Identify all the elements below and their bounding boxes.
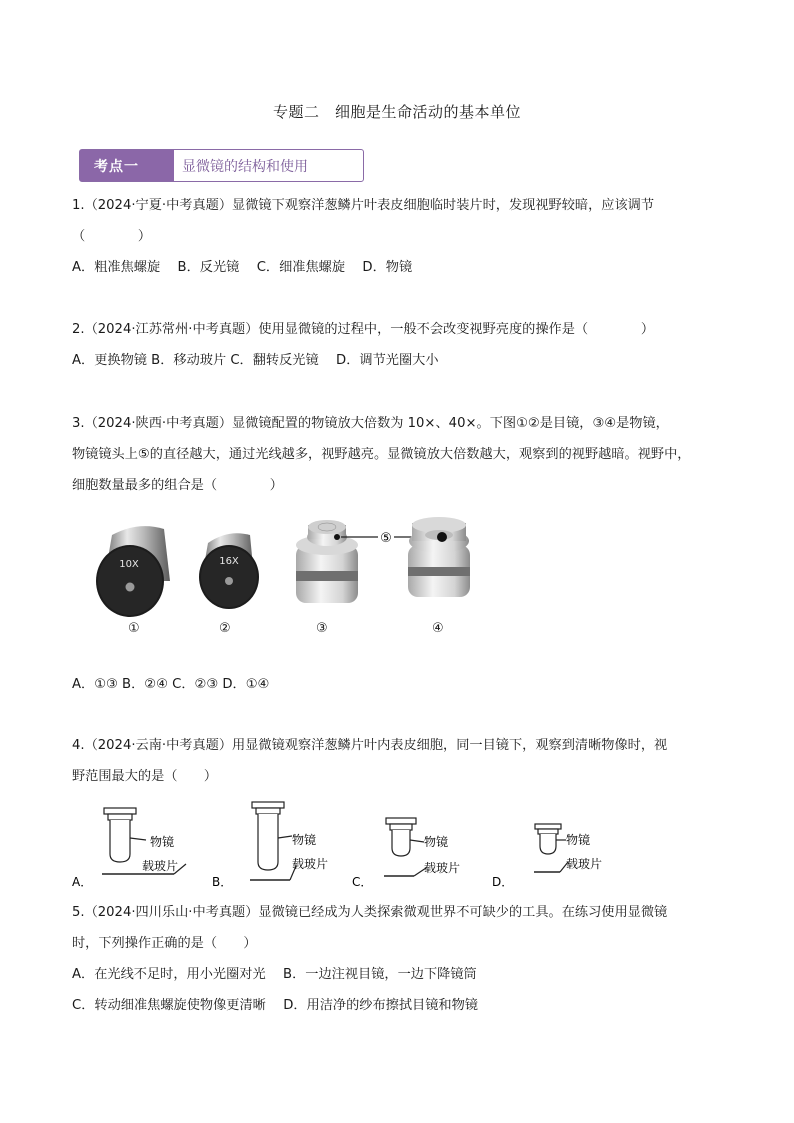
option-b-slide-label: 载玻片 bbox=[292, 857, 329, 871]
fig-label-3: ③ bbox=[316, 621, 328, 636]
objective-option-d bbox=[534, 824, 568, 872]
q4-figure bbox=[70, 798, 630, 894]
page-title: 专题二 细胞是生命活动的基本单位 bbox=[272, 103, 521, 121]
option-d-lens-label: 物镜 bbox=[566, 833, 591, 847]
fig-label-1: ① bbox=[128, 621, 140, 636]
q4-stem-line2: 野范围最大的是（ ） bbox=[72, 769, 218, 784]
pointer-label: ⑤ bbox=[380, 531, 392, 546]
eyepiece1-text: 10X bbox=[119, 559, 139, 570]
eyepiece2-text: 16X bbox=[219, 556, 239, 567]
q3-stem-line3: 细胞数量最多的组合是（ ） bbox=[72, 478, 283, 493]
section-name: 显微镜的结构和使用 bbox=[182, 158, 308, 175]
objective-lens-4 bbox=[408, 517, 470, 597]
eyepiece-16x bbox=[199, 533, 259, 609]
option-c-lens-label: 物镜 bbox=[424, 835, 449, 849]
q3-stem-line1: 3.（2024·陕西·中考真题）显微镜配置的物镜放大倍数为 10×、40×。下图①②是目镜，③④是物镜， bbox=[72, 416, 669, 431]
option-b-letter: B． bbox=[212, 875, 233, 889]
q3-stem-line2: 物镜镜头上⑤的直径越大，通过光线越多，视野越亮。显微镜放大倍数越大，观察到的视野越暗。视野中， bbox=[72, 447, 691, 462]
q5-stem-line2: 时，下列操作正确的是（ ） bbox=[72, 936, 257, 951]
option-d-slide-label: 载玻片 bbox=[566, 857, 603, 871]
objective-options-figure bbox=[70, 798, 630, 894]
q2-stem: 2.（2024·江苏常州·中考真题）使用显微镜的过程中，一般不会改变视野亮度的操作是（ ） bbox=[72, 322, 655, 337]
eyepiece-10x bbox=[96, 526, 170, 617]
option-a-slide-label: 载玻片 bbox=[142, 859, 179, 873]
q3-options: A．①③ B．②④ C．②③ D．①④ bbox=[72, 677, 270, 692]
section-tag: 考点一 bbox=[80, 150, 174, 181]
objective-lens-3 bbox=[296, 520, 358, 603]
option-d-letter: D． bbox=[492, 875, 514, 889]
q4-stem-line1: 4.（2024·云南·中考真题）用显微镜观察洋葱鳞片叶内表皮细胞，同一目镜下，观察到清晰物像时，视 bbox=[72, 738, 668, 753]
q2-options: A．更换物镜 B．移动玻片 C．翻转反光镜 D．调节光圈大小 bbox=[72, 353, 439, 368]
option-c-letter: C． bbox=[352, 875, 373, 889]
objective-option-b bbox=[250, 802, 296, 880]
q3-figure bbox=[90, 515, 470, 643]
option-a-lens-label: 物镜 bbox=[150, 835, 175, 849]
q5-options-row2: C．转动细准焦螺旋使物像更清晰 D．用洁净的纱布擦拭目镜和物镜 bbox=[72, 998, 478, 1013]
q1-stem-line1: 1.（2024·宁夏·中考真题）显微镜下观察洋葱鳞片叶表皮细胞临时装片时，发现视野较暗，应该调节 bbox=[72, 198, 655, 213]
option-b-lens-label: 物镜 bbox=[292, 833, 317, 847]
option-a-letter: A． bbox=[72, 875, 93, 889]
q5-options-row1: A．在光线不足时，用小光圈对光 B．一边注视目镜，一边下降镜筒 bbox=[72, 967, 477, 982]
q1-options: A．粗准焦螺旋 B．反光镜 C．细准焦螺旋 D．物镜 bbox=[72, 260, 413, 275]
lens-figure bbox=[90, 515, 470, 643]
q1-stem-line2: （ ） bbox=[72, 229, 152, 244]
fig-label-2: ② bbox=[219, 621, 231, 636]
section-header bbox=[79, 149, 364, 182]
option-c-slide-label: 载玻片 bbox=[424, 861, 461, 875]
q5-stem-line1: 5.（2024·四川乐山·中考真题）显微镜已经成为人类探索微观世界不可缺少的工具。在练习使用显微镜 bbox=[72, 905, 668, 920]
fig-label-4: ④ bbox=[432, 621, 444, 636]
objective-option-c bbox=[384, 818, 426, 876]
